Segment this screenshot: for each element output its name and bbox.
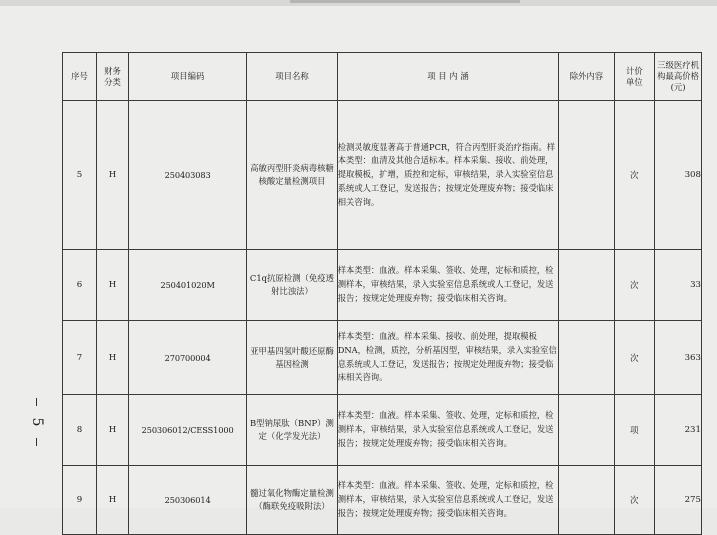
header-pricing-unit: 计价单位: [614, 53, 654, 101]
header-item-name: 项目名称: [247, 53, 338, 101]
header-exclusions: 除外内容: [559, 53, 614, 101]
row-item-content: 样本类型：血液。样本采集、签收、处理，定标和质控，检测样本，审核结果，录入实验室信息系统或人工登记，发送报告；按规定处理废弃物；接受临床相关咨询。: [337, 466, 559, 535]
row-item-content: 样本类型：血液。样本采集、接收、前处理，提取模板DNA，检测，质控，分析基因型，审核结果，录入实验室信息系统或人工登记，发送报告；按规定处理废弃物；接受临床相关咨询。: [337, 321, 559, 395]
row-item-name: B型钠尿肽（BNP）测定（化学发光法）: [247, 395, 338, 466]
row-seq: 8: [63, 395, 97, 466]
row-seq: 7: [63, 321, 97, 395]
row-exclusions: [559, 250, 614, 321]
row-item-content: 样本类型：血液。样本采集、签收、处理，定标和质控，检测样本，审核结果，录入实验室信息系统或人工登记，发送报告；按规定处理废弃物；接受临床相关咨询。: [337, 250, 559, 321]
scan-binding-mark: [290, 0, 520, 3]
row-seq: 9: [63, 466, 97, 535]
page-number-value: 5: [29, 417, 45, 427]
row-max-price: 308: [655, 101, 702, 250]
row-exclusions: [559, 395, 614, 466]
row-max-price: 33: [655, 250, 702, 321]
row-pricing-unit: 项: [614, 395, 654, 466]
row-item-name: C1q抗原检测（免疫透射比浊法）: [247, 250, 338, 321]
row-item-name: 亚甲基四氢叶酸还原酶基因检测: [247, 321, 338, 395]
header-finance-category: 财务分类: [97, 53, 129, 101]
row-finance-category: H: [97, 395, 129, 466]
row-item-name: 高敏丙型肝炎病毒核糖核酸定量检测项目: [247, 101, 338, 250]
row-exclusions: [559, 466, 614, 535]
page-number: [27, 398, 47, 446]
row-exclusions: [559, 321, 614, 395]
table-row: [63, 395, 702, 466]
row-item-code: 250401020M: [129, 250, 247, 321]
table-row: [63, 101, 702, 250]
row-pricing-unit: 次: [614, 101, 654, 250]
header-item-content: 项 目 内 涵: [337, 53, 559, 101]
row-max-price: 231: [655, 395, 702, 466]
row-pricing-unit: 次: [614, 250, 654, 321]
row-item-content: 检测灵敏度显著高于普通PCR，符合丙型肝炎治疗指南。样本类型：血清及其他合适标本。样本采集、接收、前处理，提取模板，扩增，质控和定标，审核结果，录入实验室信息系统或人工登记，发送报告；按规定处理废弃物；接受临床相关咨询。: [337, 101, 559, 250]
row-max-price: 275: [655, 466, 702, 535]
row-item-content: 样本类型：血液。样本采集、签收、处理，定标和质控，检测样本，审核结果，录入实验室信息系统或人工登记，发送报告；按规定处理废弃物；接受临床相关咨询。: [337, 395, 559, 466]
row-exclusions: [559, 101, 614, 250]
row-pricing-unit: 次: [614, 466, 654, 535]
header-max-price: 三级医疗机构最高价格(元): [655, 53, 702, 101]
row-finance-category: H: [97, 250, 129, 321]
row-pricing-unit: 次: [614, 321, 654, 395]
row-max-price: 363: [655, 321, 702, 395]
row-item-code: 250306012/CESS1000: [129, 395, 247, 466]
row-item-code: 250403083: [129, 101, 247, 250]
scan-top-edge: [0, 0, 717, 6]
page-number-dash-bottom: [36, 438, 37, 446]
header-item-code: 项目编码: [129, 53, 247, 101]
medical-fee-table: [62, 52, 702, 535]
header-seq: 序号: [63, 53, 97, 101]
row-item-name: 髓过氧化物酶定量检测（酶联免疫吸附法）: [247, 466, 338, 535]
table-header-row: [63, 53, 702, 101]
row-item-code: 250306014: [129, 466, 247, 535]
page-number-dash-top: [36, 398, 37, 406]
row-finance-category: H: [97, 101, 129, 250]
table-row: [63, 250, 702, 321]
table-row: [63, 466, 702, 535]
row-finance-category: H: [97, 466, 129, 535]
row-finance-category: H: [97, 321, 129, 395]
row-item-code: 270700004: [129, 321, 247, 395]
row-seq: 5: [63, 101, 97, 250]
row-seq: 6: [63, 250, 97, 321]
table-row: [63, 321, 702, 395]
